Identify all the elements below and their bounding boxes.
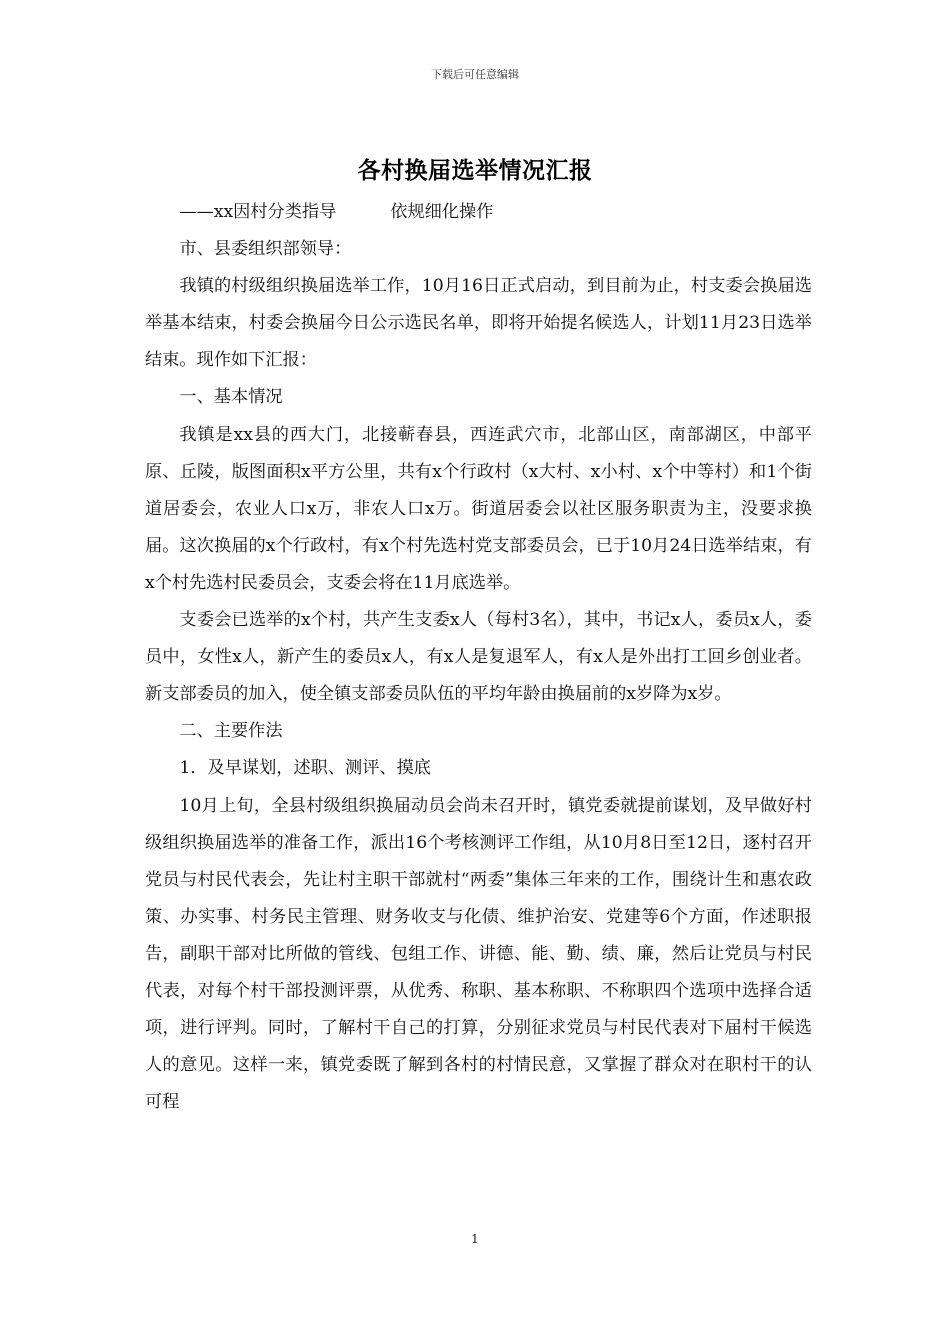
salutation: 市、县委组织部领导： [179,239,352,260]
section-heading-basic: 一、基本情况 [179,387,283,408]
paragraph-early-planning: 10月上旬，全县村级组织换届动员会尚未召开时，镇党委就提前谋划，及早做好村级组织换届选举的准备工作，派出16个考核测评工作组，从10月8日至12日，逐村召开党员与村民代表会，先让村主职干部就村“两委”集体三年来的工作，围绕计生和惠农政策、办实事、村务民主管理、财务收支与化债、维护治安、党建等6个方面，作述职报告，副职干部对比所做的管线、包组工作、讲德、能、勤、绩、廉，然后让党员与村民代表，对每个村干部投测评票，从优秀、称职、基本称职、不称职四个选项中选择合适项，进行评判。同时，了解村干自己的打算，分别征求党员与村民代表对下届村干候选人的意见。这样一来，镇党委既了解到各村的村情民意，又掌握了群众对在职村干的认可程 [145,795,812,1113]
subtitle-part1: ——xx因村分类指导 [179,202,337,222]
section-heading-methods: 二、主要作法 [179,721,283,742]
subtitle [145,194,812,231]
subsection-heading-early-planning: 1．及早谋划，述职、测评、摸底 [179,758,431,779]
paragraph-basic-overview: 我镇是xx县的西大门，北接蕲春县，西连武穴市，北部山区，南部湖区，中部平原、丘陵，版图面积x平方公里，共有x个行政村（x大村、x小村、x个中等村）和1个街道居委会，农业人口x万，非农人口x万。街道居委会以社区服务职责为主，没要求换届。这次换届的x个行政村，有x个村先选村党支部委员会，已于10月24日选举结束，有x个村先选村民委员会，支委会将在11月底选举。 [145,424,812,593]
paragraph-committee-results: 支委会已选举的x个村，共产生支委x人（每村3名），其中，书记x人，委员x人，委员中，女性x人，新产生的委员x人，有x人是复退军人，有x人是外出打工回乡创业者。新支部委员的加入，使全镇支部委员队伍的平均年龄由换届前的x岁降为x岁。 [145,610,812,705]
document-title: 各村换届选举情况汇报 [357,157,593,184]
page-number: 1 [471,1232,479,1246]
paragraph-intro: 我镇的村级组织换届选举工作，10月16日正式启动，到目前为止，村支委会换届选举基本结束，村委会换届今日公示选民名单，即将开始提名候选人，计划11月23日选举结束。现作如下汇报： [145,276,812,371]
subtitle-part2: 依规细化操作 [390,202,494,222]
header-note: 下载后可任意编辑 [431,68,519,81]
document-body [145,194,812,1121]
